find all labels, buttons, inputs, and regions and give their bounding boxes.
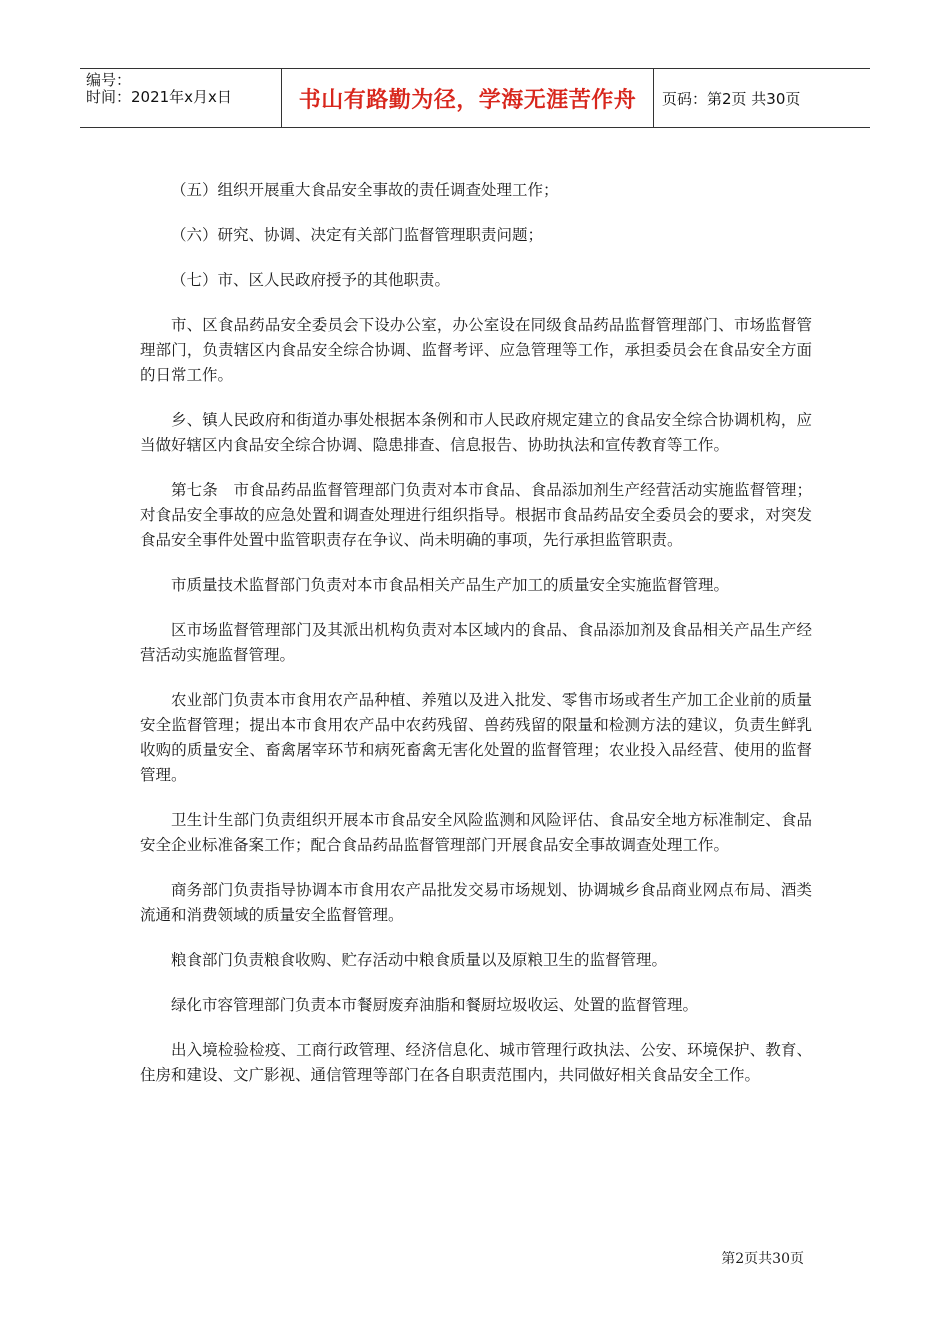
- paragraph: 商务部门负责指导协调本市食用农产品批发交易市场规划、协调城乡食品商业网点布局、酒类流通和消费领域的质量安全监督管理。: [140, 881, 812, 924]
- header-page-info: 页码：第2页 共30页: [662, 89, 801, 108]
- paragraph: 第七条 市食品药品监督管理部门负责对本市食品、食品添加剂生产经营活动实施监督管理；对食品安全事故的应急处置和调查处理进行组织指导。根据市食品药品安全委员会的要求，对突发食品安全事件处置中监管职责存在争议、尚未明确的事项，先行承担监管职责。: [140, 481, 812, 549]
- paragraph: （七）市、区人民政府授予的其他职责。: [171, 271, 451, 289]
- paragraph: 农业部门负责本市食用农产品种植、养殖以及进入批发、零售市场或者生产加工企业前的质量安全监督管理；提出本市食用农产品中农药残留、兽药残留的限量和检测方法的建议，负责生鲜乳收购的质量安全、畜禽屠宰环节和病死畜禽无害化处置的监督管理；农业投入品经营、使用的监督管理。: [140, 691, 812, 784]
- header-meta: [80, 69, 282, 127]
- paragraph: 市、区食品药品安全委员会下设办公室，办公室设在同级食品药品监督管理部门、市场监督管理部门，负责辖区内食品安全综合协调、监督考评、应急管理等工作，承担委员会在食品安全方面的日常工作。: [140, 316, 812, 384]
- paragraph: 区市场监督管理部门及其派出机构负责对本区域内的食品、食品添加剂及食品相关产品生产经营活动实施监督管理。: [140, 621, 812, 664]
- paragraph: 市质量技术监督部门负责对本市食品相关产品生产加工的质量安全实施监督管理。: [171, 576, 730, 594]
- paragraph: 粮食部门负责粮食收购、贮存活动中粮食质量以及原粮卫生的监督管理。: [171, 951, 668, 969]
- document-number-label: 编号：: [86, 71, 132, 89]
- document-body: [140, 178, 812, 1108]
- page-header: [80, 68, 870, 128]
- paragraph: 出入境检验检疫、工商行政管理、经济信息化、城市管理行政执法、公安、环境保护、教育、住房和建设、文广影视、通信管理等部门在各自职责范围内，共同做好相关食品安全工作。: [140, 1041, 812, 1084]
- paragraph: 卫生计生部门负责组织开展本市食品安全风险监测和风险评估、食品安全地方标准制定、食品安全企业标准备案工作；配合食品药品监督管理部门开展食品安全事故调查处理工作。: [140, 811, 812, 854]
- header-motto: 书山有路勤为径，学海无涯苦作舟: [282, 69, 654, 127]
- paragraph: 乡、镇人民政府和街道办事处根据本条例和市人民政府规定建立的食品安全综合协调机构，应当做好辖区内食品安全综合协调、隐患排查、信息报告、协助执法和宣传教育等工作。: [140, 411, 812, 454]
- page-footer: 第2页共30页: [721, 1251, 804, 1267]
- paragraph: （六）研究、协调、决定有关部门监督管理职责问题；: [171, 226, 544, 244]
- document-time-label: 时间：2021年x月x日: [86, 88, 232, 106]
- paragraph: （五）组织开展重大食品安全事故的责任调查处理工作；: [171, 181, 559, 199]
- paragraph: 绿化市容管理部门负责本市餐厨废弃油脂和餐厨垃圾收运、处置的监督管理。: [171, 996, 699, 1014]
